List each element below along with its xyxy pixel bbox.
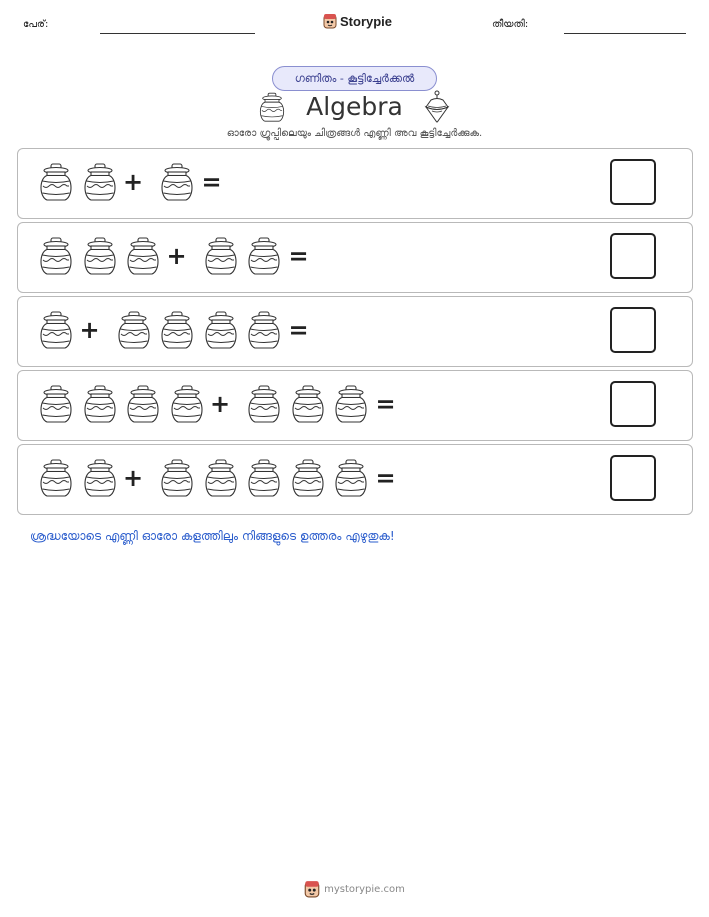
pot-icon — [82, 163, 118, 203]
storypie-mascot-icon — [323, 13, 337, 29]
answer-box[interactable] — [610, 307, 656, 353]
pot-icon — [246, 311, 282, 351]
pot-icon — [203, 237, 239, 277]
title-row — [0, 90, 709, 128]
plus-sign: + — [210, 390, 231, 418]
answer-box[interactable] — [610, 381, 656, 427]
pot-icon — [159, 163, 195, 203]
plus-sign: + — [79, 316, 100, 344]
equals-sign: = — [375, 390, 396, 418]
page-title: Algebra — [306, 92, 403, 121]
equals-sign: = — [201, 168, 222, 196]
pot-icon — [38, 311, 74, 351]
subject-badge: ഗണിതം - കൂട്ടിച്ചേർക്കൽ — [272, 66, 437, 91]
pot-icon — [203, 311, 239, 351]
pot-icon — [290, 459, 326, 499]
pot-icon — [116, 311, 152, 351]
problem-row — [17, 370, 693, 441]
brand-logo — [323, 13, 392, 29]
pot-icon — [246, 237, 282, 277]
pot-icon — [82, 459, 118, 499]
pot-icon — [38, 385, 74, 425]
pot-icon — [82, 385, 118, 425]
pot-icon — [290, 385, 326, 425]
pot-icon — [159, 459, 195, 499]
pot-icon — [169, 385, 205, 425]
footer-url[interactable]: mystorypie.com — [324, 883, 405, 895]
pot-icon — [203, 459, 239, 499]
problem-row — [17, 296, 693, 367]
equals-sign: = — [375, 464, 396, 492]
pot-icon — [125, 237, 161, 277]
pot-icon — [38, 163, 74, 203]
pot-icon — [246, 385, 282, 425]
pot-icon — [333, 459, 369, 499]
answer-box[interactable] — [610, 455, 656, 501]
storypie-mascot-icon — [304, 880, 320, 898]
name-line[interactable] — [100, 33, 255, 34]
answer-box[interactable] — [610, 159, 656, 205]
name-label: പേര്: — [23, 19, 49, 30]
pot-icon — [38, 237, 74, 277]
pot-icon — [38, 459, 74, 499]
pot-icon — [333, 385, 369, 425]
problem-row — [17, 444, 693, 515]
date-line[interactable] — [564, 33, 686, 34]
plus-sign: + — [123, 464, 144, 492]
equals-sign: = — [288, 316, 309, 344]
date-label: തീയതി: — [492, 19, 529, 30]
spinning-top-icon — [423, 90, 451, 124]
plus-sign: + — [123, 168, 144, 196]
plus-sign: + — [166, 242, 187, 270]
answer-box[interactable] — [610, 233, 656, 279]
problem-row — [17, 148, 693, 219]
pot-icon — [125, 385, 161, 425]
equals-sign: = — [288, 242, 309, 270]
instruction-text: ഓരോ ഗ്രൂപ്പിലെയും ചിത്രങ്ങൾ എണ്ണി അവ കൂട്ടിച്ചേർക്കുക. — [226, 128, 483, 139]
pot-icon — [246, 459, 282, 499]
problem-row — [17, 222, 693, 293]
footer — [0, 880, 709, 898]
footer-note: ശ്രദ്ധയോടെ എണ്ണി ഓരോ കളത്തിലും നിങ്ങളുടെ ഉത്തരം എഴുതുക! — [30, 529, 395, 543]
brand-name: Storypie — [340, 13, 393, 29]
pot-icon — [159, 311, 195, 351]
pot-icon — [82, 237, 118, 277]
